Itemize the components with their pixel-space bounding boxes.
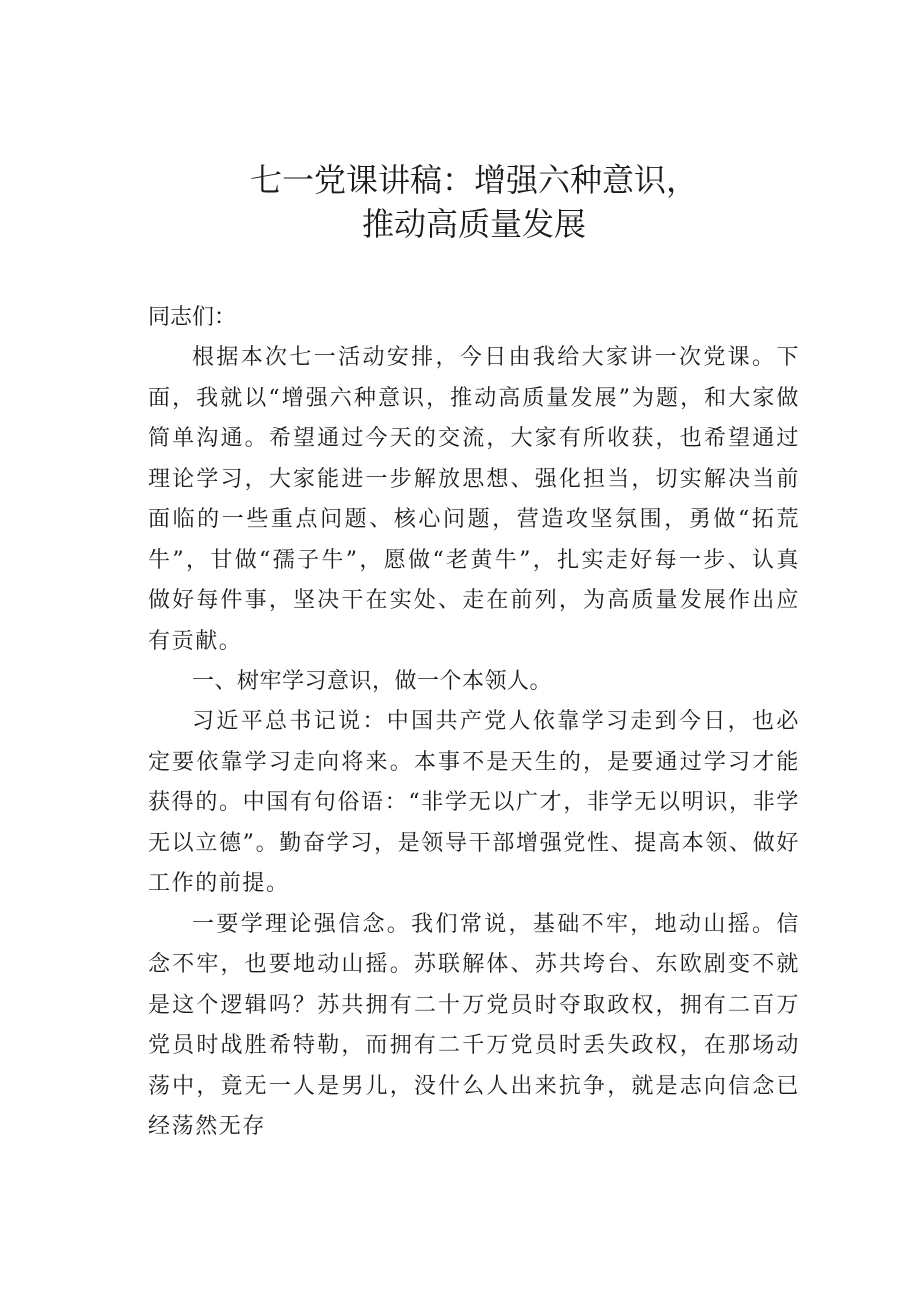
paragraph-quote: 习近平总书记说：中国共产党人依靠学习走到今日，也必定要依靠学习走向将来。本事不是天生的，是要通过学习才能获得的。中国有句俗语：“非学无以广才，非学无以明识，非学无以立德”。勤奋学习，是领导干部增强党性、提高本领、做好工作的前提。	[148, 709, 800, 896]
title-line-2: 推动高质量发展	[361, 205, 586, 243]
title-line-1: 七一党课讲稿：增强六种意识，	[249, 161, 698, 199]
salutation: 同志们：	[148, 305, 237, 330]
paragraph-intro: 根据本次七一活动安排，今日由我给大家讲一次党课。下面，我就以“增强六种意识，推动高质量发展”为题，和大家做简单沟通。希望通过今天的交流，大家有所收获，也希望通过理论学习，大家能进一步解放思想、强化担当，切实解决当前面临的一些重点问题、核心问题，营造攻坚氛围，勇做“拓荒牛”，甘做“孺子牛”，愿做“老黄牛”，扎实走好每一步、认真做好每件事，坚决干在实处、走在前列，为高质量发展作出应有贡献。	[148, 345, 800, 654]
section-heading: 一、树牢学习意识，做一个本领人。	[192, 669, 553, 694]
paragraph-theory: 一要学理论强信念。我们常说，基础不牢，地动山摇。信念不牢，也要地动山摇。苏联解体、苏共垮台、东欧剧变不就是这个逻辑吗？苏共拥有二十万党员时夺取政权，拥有二百万党员时战胜希特勒，而拥有二千万党员时丢失政权，在那场动荡中，竟无一人是男儿，没什么人出来抗争，就是志向信念已经荡然无存	[148, 911, 800, 1139]
document-page	[148, 158, 800, 1148]
document-title	[148, 158, 800, 246]
